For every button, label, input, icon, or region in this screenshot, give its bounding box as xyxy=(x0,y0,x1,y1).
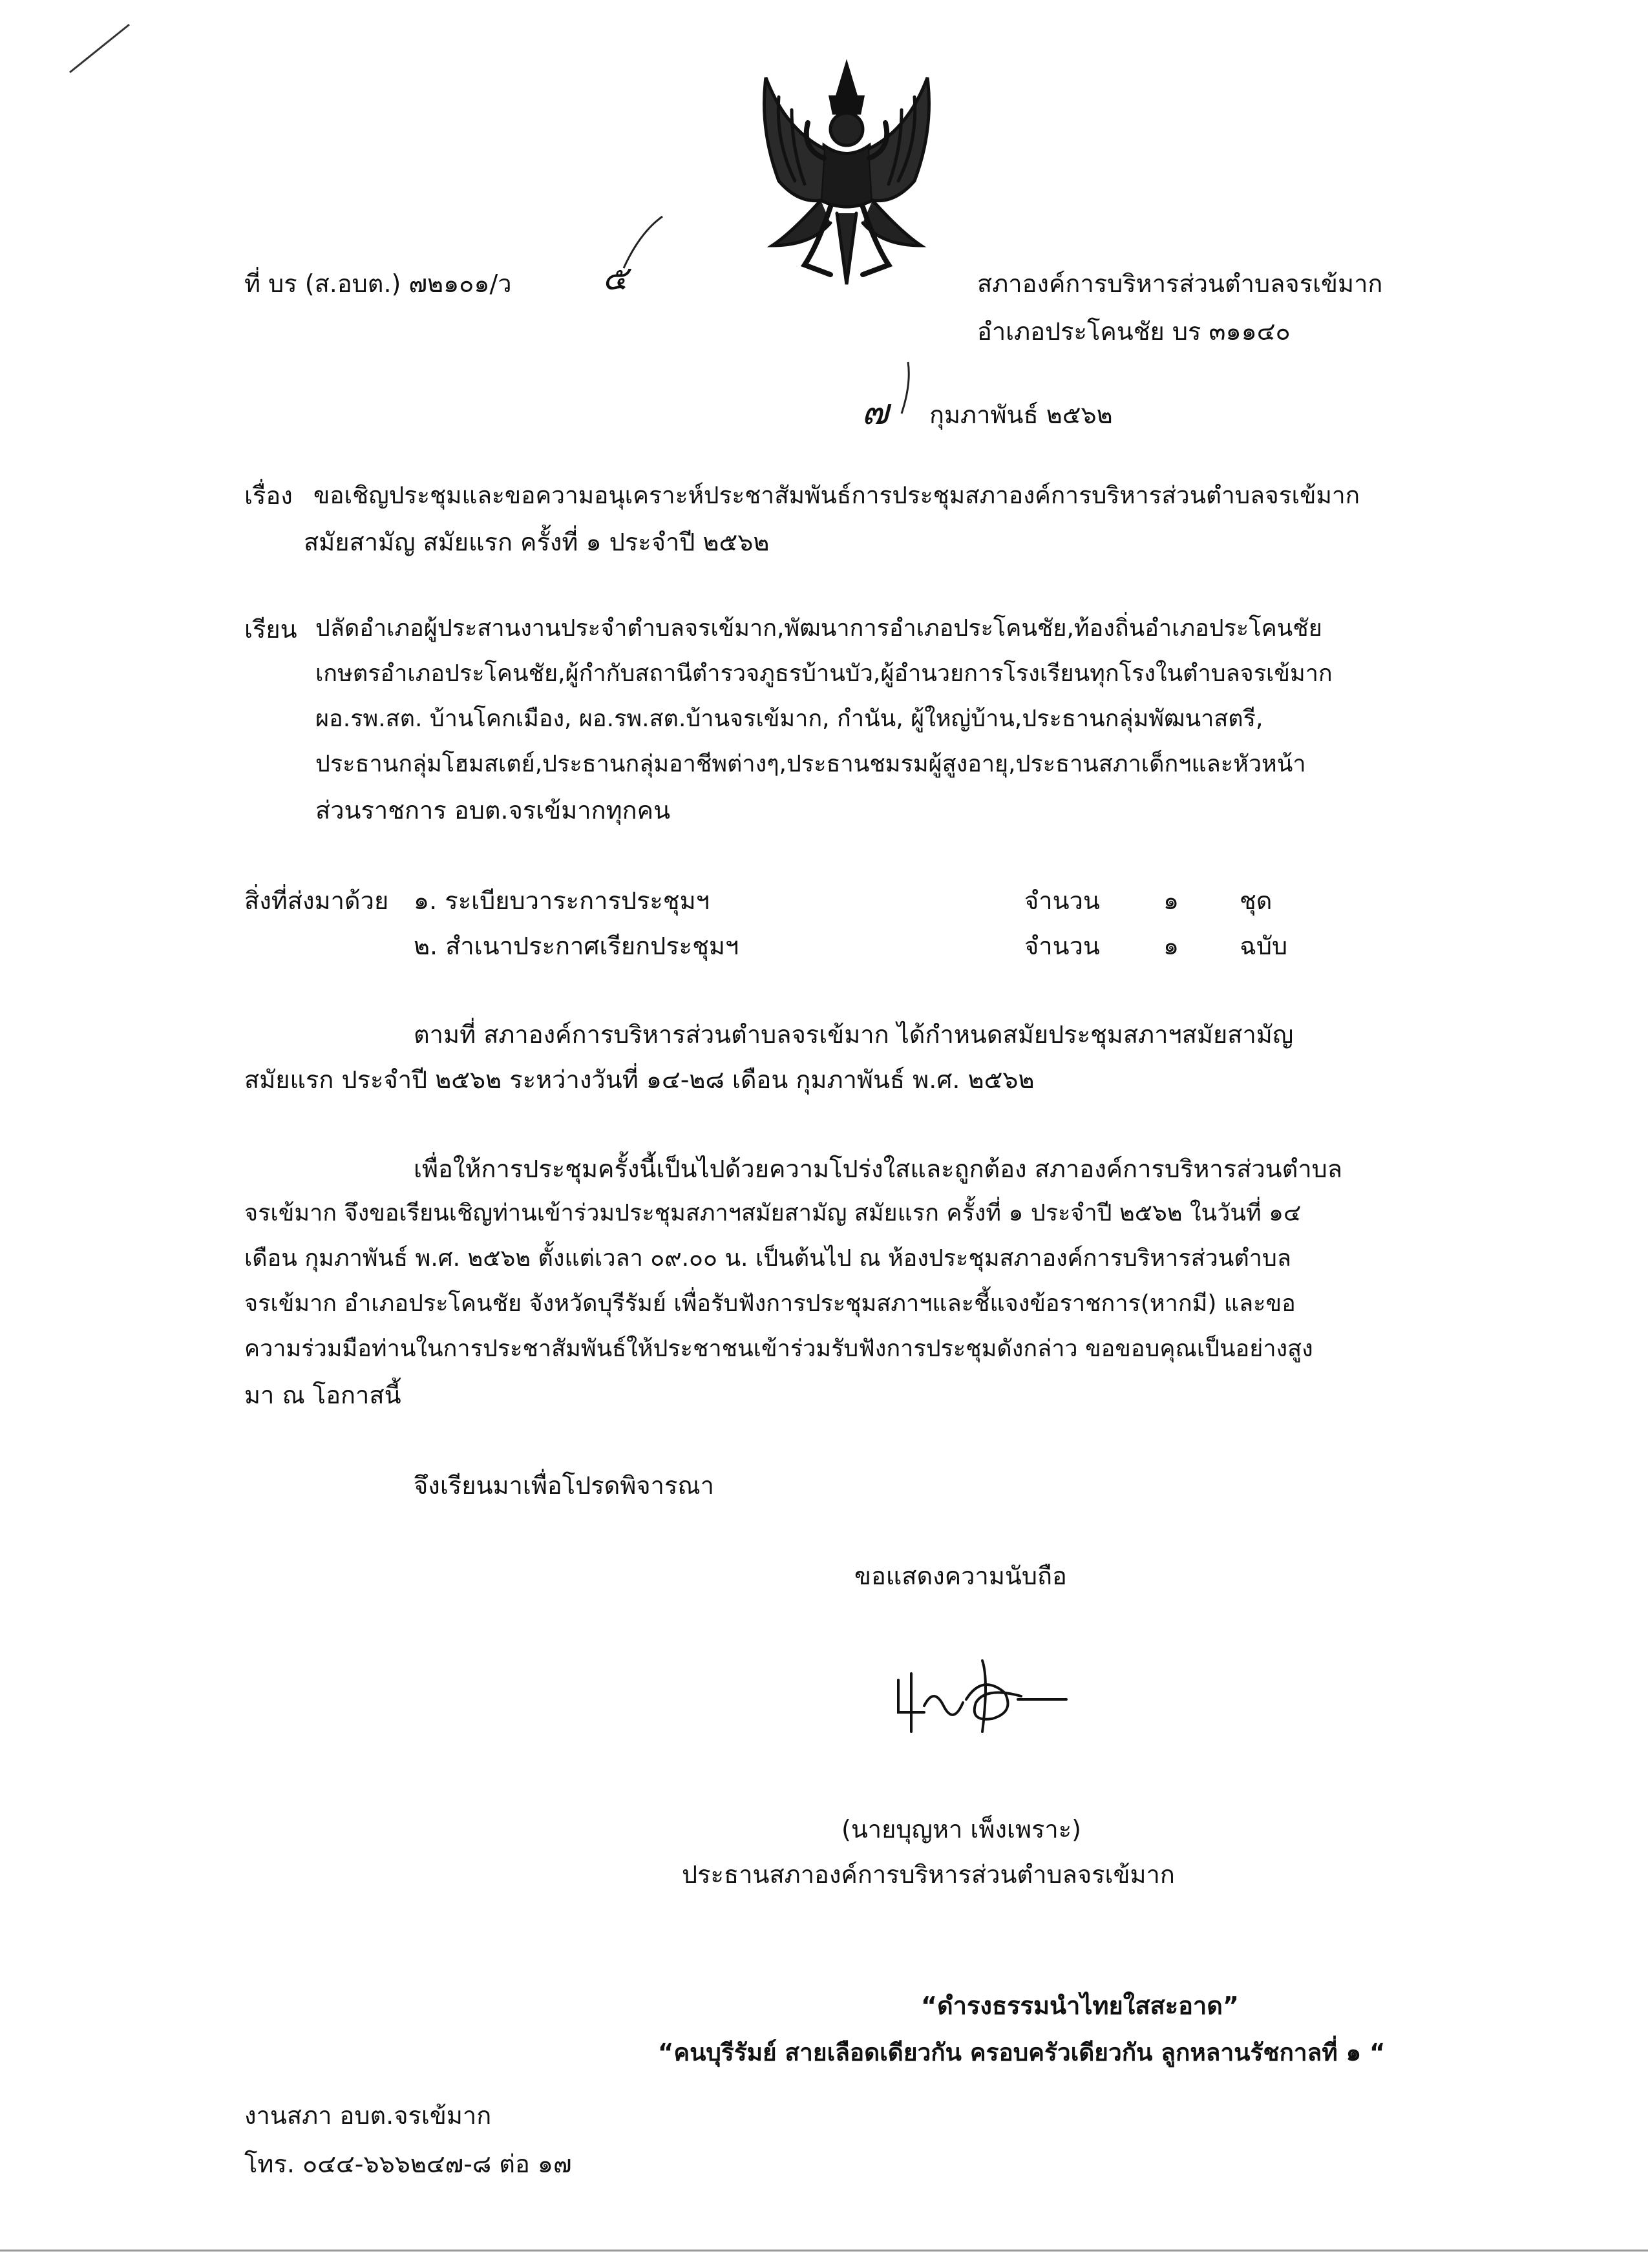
signature xyxy=(885,1635,1079,1745)
enclosure-unit: ฉบับ xyxy=(1240,932,1288,960)
signatory-title: ประธานสภาองค์การบริหารส่วนตำบลจรเข้มาก xyxy=(682,1860,1175,1889)
closing-salutation: ขอแสดงความนับถือ xyxy=(854,1562,1067,1590)
footer-office: งานสภา อบต.จรเข้มาก xyxy=(244,2101,492,2130)
enclosures-label: สิ่งที่ส่งมาด้วย xyxy=(244,887,389,915)
enclosure-qty-label: จำนวน xyxy=(1024,887,1100,915)
slogan-line-2: “คนบุรีรัมย์ สายเลือดเดียวกัน ครอบครัวเดียวกัน ลูกหลานรัชกาลที่ ๑ “ xyxy=(658,2039,1386,2066)
recipient-line-2: เกษตรอำเภอประโคนชัย,ผู้กำกับสถานีตำรวจภูธรบ้านบัว,ผู้อำนวยการโรงเรียนทุกโรงในตำบลจรเข้มาก xyxy=(315,660,1333,687)
handwriting-stroke xyxy=(620,213,666,271)
enclosure-item-text: ๑. ระเบียบวาระการประชุมฯ xyxy=(414,887,710,915)
recipient-line-3: ผอ.รพ.สต. บ้านโคกเมือง, ผอ.รพ.สต.บ้านจรเข้มาก, กำนัน, ผู้ใหญ่บ้าน,ประธานกลุ่มพัฒนาสตรี, xyxy=(315,706,1263,732)
enclosure-qty: ๑ xyxy=(1163,887,1179,915)
recipient-label: เรียน xyxy=(244,615,297,644)
subject-line-1: ขอเชิญประชุมและขอความอนุเคราะห์ประชาสัมพันธ์การประชุมสภาองค์การบริหารส่วนตำบลจรเข้มาก xyxy=(313,481,1360,509)
enclosure-item-text: ๒. สำเนาประกาศเรียกประชุมฯ xyxy=(414,932,739,960)
recipient-line-5: ส่วนราชการ อบต.จรเข้มากทุกคน xyxy=(315,796,671,824)
paragraph-1-line-1: ตามที่ สภาองค์การบริหารส่วนตำบลจรเข้มาก ได้กำหนดสมัยประชุมสภาฯสมัยสามัญ xyxy=(414,1020,1294,1049)
enclosure-unit: ชุด xyxy=(1240,887,1273,915)
recipient-line-1: ปลัดอำเภอผู้ประสานงานประจำตำบลจรเข้มาก,พัฒนาการอำเภอประโคนชัย,ท้องถิ่นอำเภอประโคนชัย xyxy=(315,615,1322,642)
date-day-handwritten: ๗ xyxy=(861,391,889,433)
paragraph-3: จึงเรียนมาเพื่อโปรดพิจารณา xyxy=(414,1471,714,1500)
scan-mark xyxy=(65,19,136,78)
organization-address: อำเภอประโคนชัย บร ๓๑๑๔๐ xyxy=(977,317,1291,346)
paragraph-2-line-6: มา ณ โอกาสนี้ xyxy=(244,1381,401,1409)
subject-line-2: สมัยสามัญ สมัยแรก ครั้งที่ ๑ ประจำปี ๒๕๖๒ xyxy=(304,528,770,556)
recipient-line-4: ประธานกลุ่มโฮมสเตย์,ประธานกลุ่มอาชีพต่างๆ,ประธานชมรมผู้สูงอายุ,ประธานสภาเด็กฯและหัวหน้า xyxy=(315,751,1306,777)
paragraph-2-line-2: จรเข้มาก จึงขอเรียนเชิญท่านเข้าร่วมประชุมสภาฯสมัยสามัญ สมัยแรก ครั้งที่ ๑ ประจำปี ๒๕๖๒ ในวันที่ ๑๔ xyxy=(244,1200,1302,1226)
subject-label: เรื่อง xyxy=(244,481,293,510)
footer-phone: โทร. ๐๔๔-๖๖๖๒๔๗-๘ ต่อ ๑๗ xyxy=(244,2150,572,2178)
paragraph-2-line-1: เพื่อให้การประชุมครั้งนี้เป็นไปด้วยความโปร่งใสและถูกต้อง สภาองค์การบริหารส่วนตำบล xyxy=(414,1155,1343,1183)
document-date: กุมภาพันธ์ ๒๕๖๒ xyxy=(929,401,1113,429)
signatory-name: (นายบุญหา เพ็งเพราะ) xyxy=(841,1815,1081,1843)
organization-name: สภาองค์การบริหารส่วนตำบลจรเข้มาก xyxy=(977,269,1383,298)
bottom-rule xyxy=(0,2247,1648,2254)
garuda-emblem xyxy=(740,52,953,297)
enclosure-qty: ๑ xyxy=(1163,932,1179,960)
paragraph-2-line-3: เดือน กุมภาพันธ์ พ.ศ. ๒๕๖๒ ตั้งแต่เวลา ๐๙.๐๐ น. เป็นต้นไป ณ ห้องประชุมสภาองค์การบริหารส่วนตำบล xyxy=(244,1245,1291,1272)
paragraph-2-line-5: ความร่วมมือท่านในการประชาสัมพันธ์ให้ประชาชนเข้าร่วมรับฟังการประชุมดังกล่าว ขอขอบคุณเป็นอย่างสูง xyxy=(244,1336,1313,1362)
paragraph-1-line-2: สมัยแรก ประจำปี ๒๕๖๒ ระหว่างวันที่ ๑๔-๒๘ เดือน กุมภาพันธ์ พ.ศ. ๒๕๖๒ xyxy=(244,1066,1035,1094)
enclosure-qty-label: จำนวน xyxy=(1024,932,1100,960)
reference-handwritten: ๕ xyxy=(602,259,628,298)
paragraph-2-line-4: จรเข้มาก อำเภอประโคนชัย จังหวัดบุรีรัมย์ เพื่อรับฟังการประชุมสภาฯและชี้แจงข้อราชการ(หากมี) และขอ xyxy=(244,1290,1296,1317)
reference-number: ที่ บร (ส.อบต.) ๗๒๑๐๑/ว xyxy=(244,269,512,298)
slogan-line-1: “ดำรงธรรมนำไทยใสสะอาด” xyxy=(921,1991,1239,2020)
date-handwriting-stroke xyxy=(895,359,921,417)
